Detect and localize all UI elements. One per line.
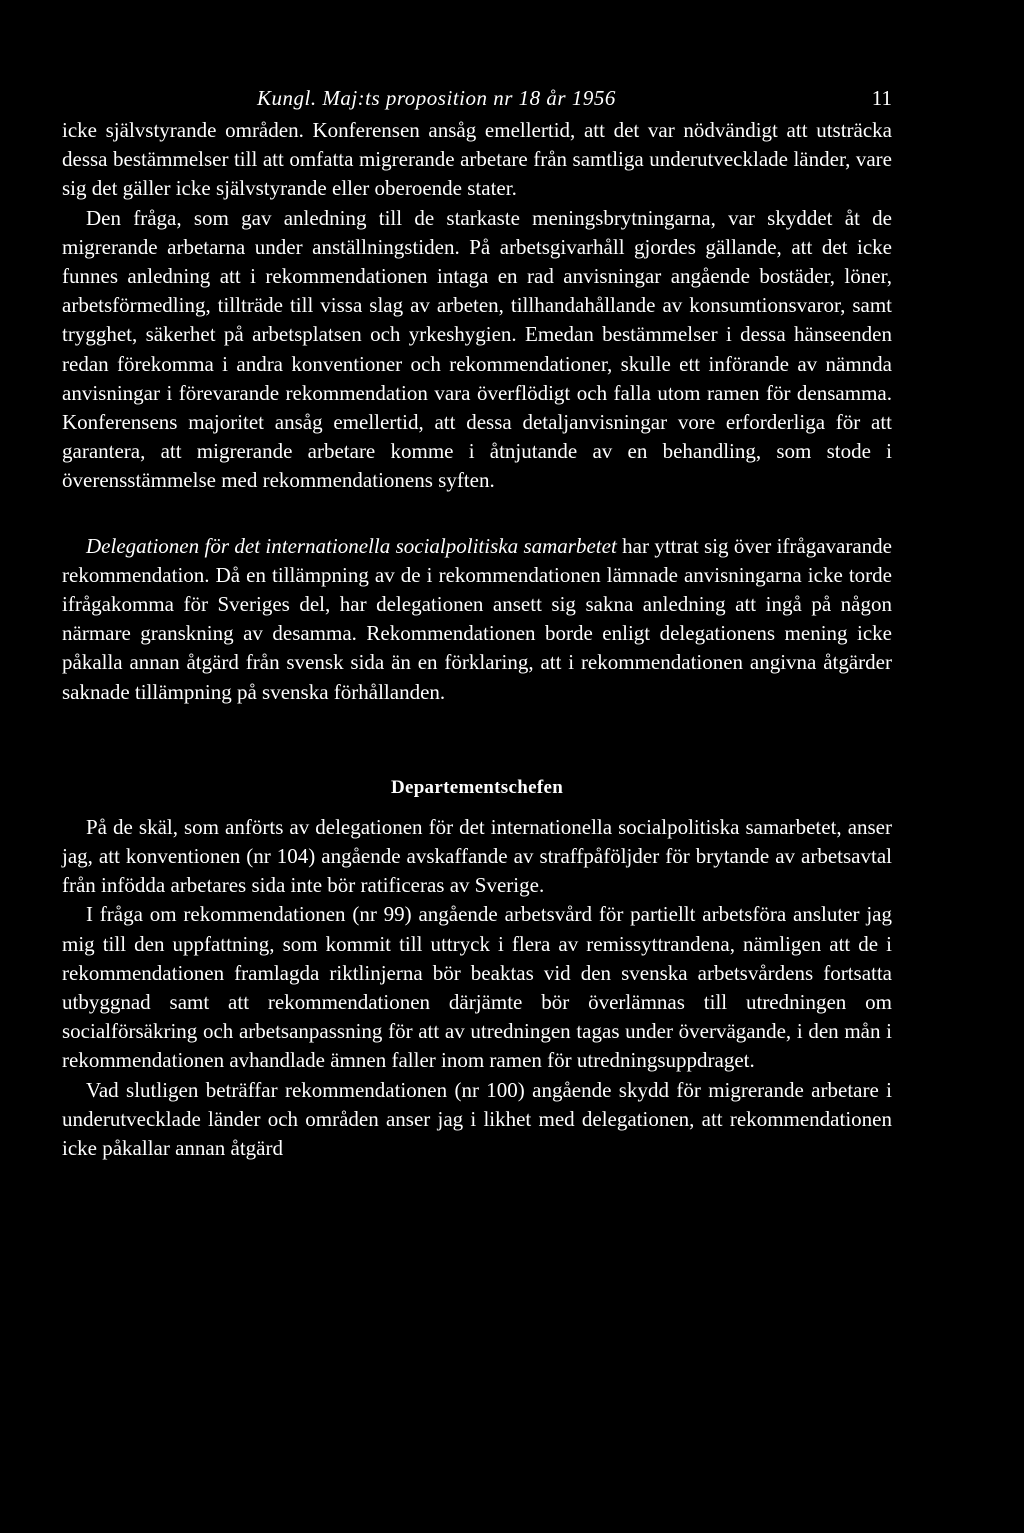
section-heading: Departementschefen [390, 776, 564, 798]
delegation-paragraph [62, 532, 892, 707]
delegation-name: Delegationen för det internationella socialpolitiska samarbetet [86, 533, 617, 558]
running-title: Kungl. Maj:ts proposition nr 18 år 1956 [257, 86, 616, 110]
body-paragraph: Vad slutligen beträffar rekommendationen (nr 100) angående skydd för migrerande arbetare i underutvecklade länder och områden anser jag i likhet med delegationen, att rekommendationen icke påkallar annan åtgärd [62, 1077, 892, 1161]
section-spacer [62, 707, 892, 777]
body-paragraph: På de skäl, som anförts av delegationen för det internationella socialpolitiska samarbetet, anser jag, att konventionen (nr 104) angående avskaffande av straffpåföljder för brytande av arbetsavtal från infödda arbetares sida inte bör ratificeras av Sverige. [62, 814, 892, 898]
paragraph-spacer [62, 496, 892, 532]
body-paragraph: Den fråga, som gav anledning till de starkaste meningsbrytningarna, var skyddet åt de migrerande arbetarna under anställningstiden. På arbetsgivarhåll gjordes gällande, att det icke funnes anledning att i rekommendationen intaga en rad anvisningar angående bostäder, löner, arbetsförmedling, tillträde till vissa slag av arbeten, tillhandahållande av konsumtionsvaror, samt trygghet, säkerhet på arbetsplatsen och yrkeshygien. Emedan bestämmelser i dessa hänseenden redan förekomma i andra konventioner och rekommendationer, skulle ett införande av nämnda anvisningar i förevarande rekommendation vara överflödigt och falla utom ramen för densamma. Konferensens majoritet ansåg emellertid, att dessa detaljanvisningar vore erforderliga för att garantera, att migrerande arbetare komme i åtnjutande av en behandling, som stode i överensstämmelse med rekommendationens syften. [62, 205, 892, 493]
body-paragraph: icke självstyrande områden. Konferensen ansåg emellertid, att det var nödvändigt att utsträcka dessa bestämmelser till att omfatta migrerande arbetare från samtliga underutvecklade länder, vare sig det gäller icke självstyrande eller oberoende stater. [62, 118, 892, 201]
running-header [62, 80, 892, 116]
body-paragraph: I fråga om rekommendationen (nr 99) angående arbetsvård för partiellt arbetsföra ansluter jag mig till den uppfattning, som kommit till uttryck i flera av remissyttrandena, nämligen att de i rekommendationen framlagda riktlinjerna bör beaktas vid den svenska arbetsvårdens fortsatta utbyggnad samt att rekommendationen därjämte bör överlämnas till utredningen om socialförsäkring och arbetsanpassning för att av utredningen tagas under övervägande, i den mån i rekommendationen avhandlade ämnen faller inom ramen för utredningsuppdraget. [62, 902, 892, 1073]
delegation-paragraph-text: har yttrat sig över ifrågavarande rekommendation. Då en tillämpning av de i rekommendationen lämnade anvisningarna icke torde ifrågakomma för Sveriges del, har delegationen ansett sig sakna anledning att ingå på någon närmare granskning av desamma. Rekommendationen borde enligt delegationens mening icke påkalla annan åtgärd från svensk sida än en förklaring, att i rekommendationen angivna åtgärder saknade tillämpning på svenska förhållanden. [62, 533, 892, 704]
document-page [62, 80, 892, 1163]
page-number: 11 [871, 86, 892, 110]
